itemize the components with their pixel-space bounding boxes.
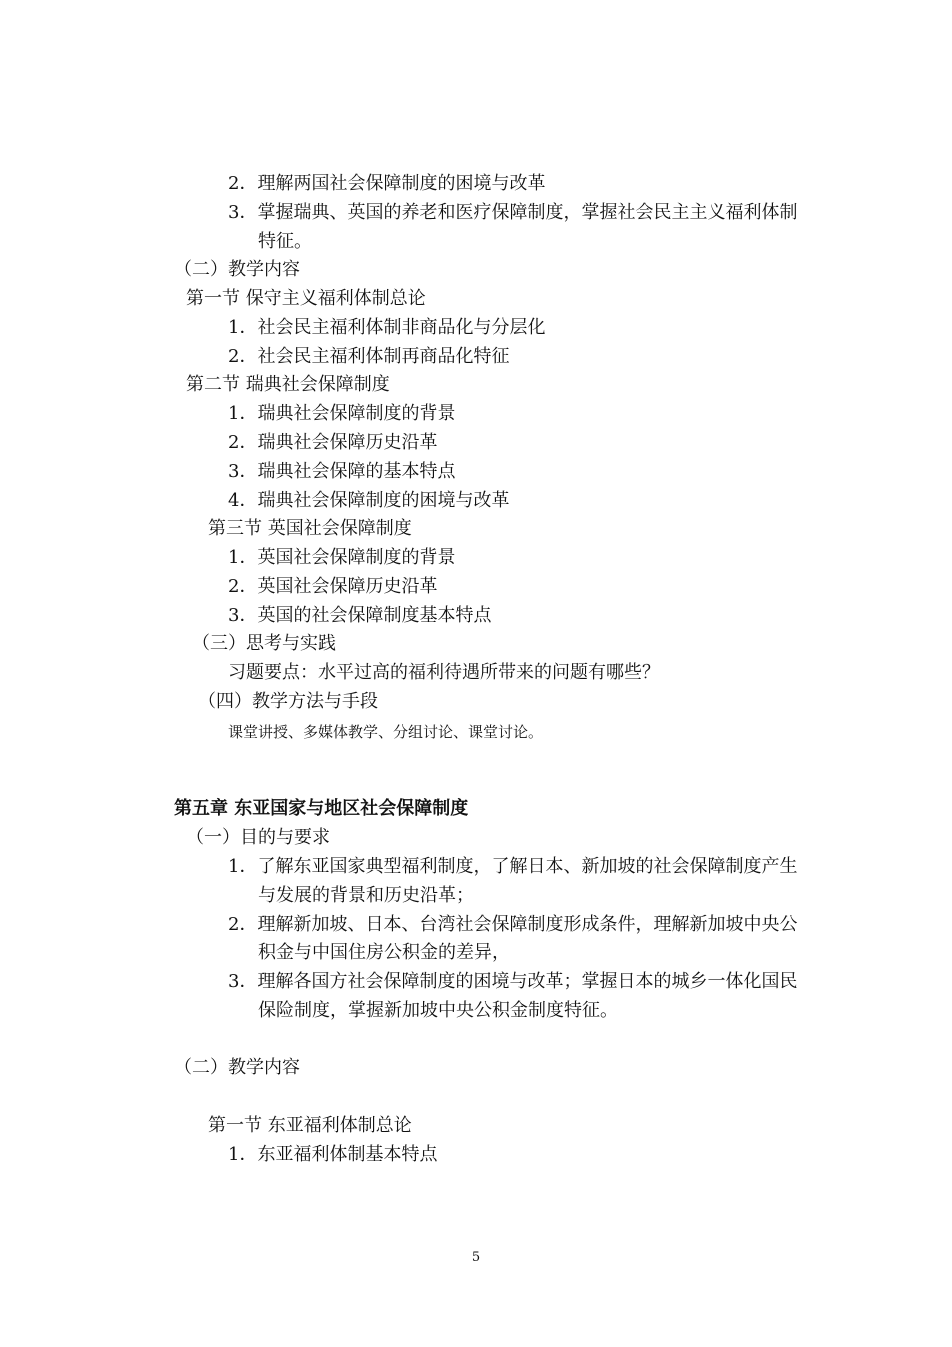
text-line: 2．瑞典社会保障历史沿革 bbox=[228, 432, 438, 453]
text-line: 2．理解新加坡、日本、台湾社会保障制度形成条件，理解新加坡中央公 bbox=[228, 914, 798, 935]
section-heading: （二）教学内容 bbox=[174, 259, 300, 280]
text-line: 1．社会民主福利体制非商品化与分层化 bbox=[228, 317, 546, 338]
text-line: 课堂讲授、多媒体教学、分组讨论、课堂讨论。 bbox=[228, 723, 544, 741]
text-line: 保险制度，掌握新加坡中央公积金制度特征。 bbox=[258, 1000, 618, 1021]
text-line: 与发展的背景和历史沿革； bbox=[258, 885, 474, 906]
text-line: 积金与中国住房公积金的差异， bbox=[258, 942, 510, 963]
text-line: 2．英国社会保障历史沿革 bbox=[228, 576, 438, 597]
text-line: 2．理解两国社会保障制度的困境与改革 bbox=[228, 173, 546, 194]
text-line: 2．社会民主福利体制再商品化特征 bbox=[228, 346, 510, 367]
section-heading: （三）思考与实践 bbox=[192, 633, 336, 654]
text-line: 1．了解东亚国家典型福利制度，了解日本、新加坡的社会保障制度产生 bbox=[228, 856, 798, 877]
page-number: 5 bbox=[471, 1250, 481, 1265]
text-line: 特征。 bbox=[258, 231, 312, 252]
text-line: 1．东亚福利体制基本特点 bbox=[228, 1144, 438, 1165]
text-line: 4．瑞典社会保障制度的困境与改革 bbox=[228, 490, 510, 511]
text-line: 3．英国的社会保障制度基本特点 bbox=[228, 605, 492, 626]
text-line: 1．英国社会保障制度的背景 bbox=[228, 547, 456, 568]
text-line: 1．瑞典社会保障制度的背景 bbox=[228, 403, 456, 424]
text-line: 习题要点：水平过高的福利待遇所带来的问题有哪些？ bbox=[228, 662, 660, 683]
subsection-heading: 第一节 东亚福利体制总论 bbox=[208, 1115, 412, 1136]
subsection-heading: 第三节 英国社会保障制度 bbox=[208, 518, 412, 539]
section-heading: （四）教学方法与手段 bbox=[198, 691, 378, 712]
text-line: 3．掌握瑞典、英国的养老和医疗保障制度，掌握社会民主主义福利体制 bbox=[228, 202, 798, 223]
chapter-title: 第五章 东亚国家与地区社会保障制度 bbox=[174, 798, 469, 819]
subsection-heading: 第一节 保守主义福利体制总论 bbox=[186, 288, 426, 309]
text-line: 3．瑞典社会保障的基本特点 bbox=[228, 461, 456, 482]
text-line: 3．理解各国方社会保障制度的困境与改革；掌握日本的城乡一体化国民 bbox=[228, 971, 798, 992]
section-heading: （一）目的与要求 bbox=[186, 827, 330, 848]
subsection-heading: 第二节 瑞典社会保障制度 bbox=[186, 374, 390, 395]
section-heading: （二）教学内容 bbox=[174, 1057, 300, 1078]
